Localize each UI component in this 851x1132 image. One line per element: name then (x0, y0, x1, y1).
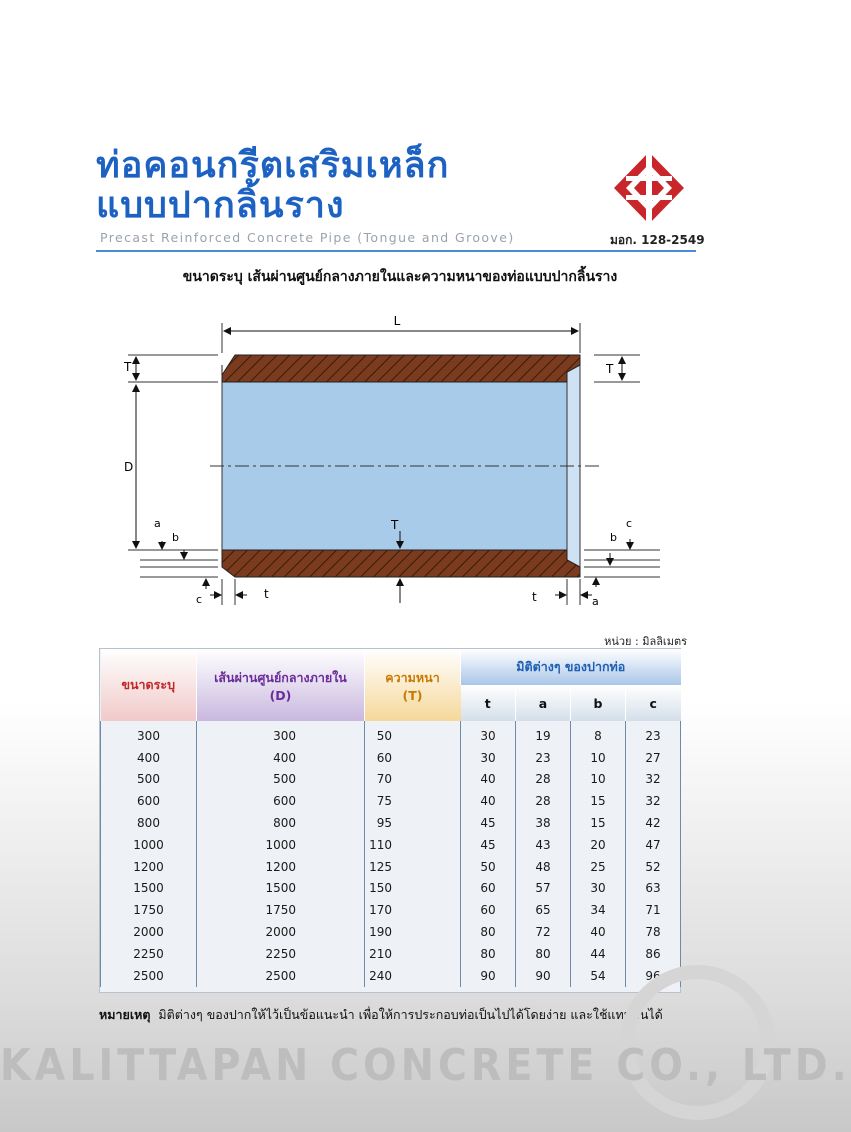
dimensions-table (99, 648, 681, 993)
table-row (101, 812, 681, 834)
header-diameter (197, 649, 365, 721)
cell-size: 1750 (101, 899, 197, 921)
cell-a: 23 (516, 747, 571, 769)
section-heading: ขนาดระบุ เส้นผ่านศูนย์กลางภายในและความหนาของท่อแบบปากลิ้นราง (182, 269, 618, 285)
table-row (101, 721, 681, 747)
cell-d: 1200 (197, 856, 365, 878)
cell-a: 28 (516, 769, 571, 791)
cell-size: 600 (101, 790, 197, 812)
cell-b: 44 (571, 943, 626, 965)
cell-a: 72 (516, 921, 571, 943)
cell-c: 63 (626, 878, 681, 900)
cell-d: 2000 (197, 921, 365, 943)
page-title-line1: ท่อคอนกรีตเสริมเหล็ก (96, 145, 450, 186)
table-row (101, 834, 681, 856)
cell-t: 30 (461, 721, 516, 747)
cell-t: 40 (461, 769, 516, 791)
cell-T: 125 (365, 856, 461, 878)
header-diameter-line2: (D) (269, 687, 292, 703)
cell-size: 500 (101, 769, 197, 791)
cell-b: 54 (571, 965, 626, 987)
table-row (101, 856, 681, 878)
dim-label-T-left: T (124, 360, 132, 374)
cell-size: 1000 (101, 834, 197, 856)
cell-a: 65 (516, 899, 571, 921)
cell-t: 30 (461, 747, 516, 769)
table-row (101, 943, 681, 965)
cell-size: 1200 (101, 856, 197, 878)
cell-T: 170 (365, 899, 461, 921)
unit-label: หน่วย : มิลลิเมตร (604, 635, 687, 648)
cell-c: 27 (626, 747, 681, 769)
cell-a: 90 (516, 965, 571, 987)
dim-label-a-right: a (592, 595, 599, 608)
dim-label-b-left: b (172, 531, 179, 544)
cell-size: 300 (101, 721, 197, 747)
cell-a: 57 (516, 878, 571, 900)
cell-size: 1500 (101, 878, 197, 900)
diamond-logo-icon (612, 150, 686, 226)
cell-d: 1000 (197, 834, 365, 856)
cell-d: 600 (197, 790, 365, 812)
cell-T: 110 (365, 834, 461, 856)
cell-T: 50 (365, 721, 461, 747)
table-row (101, 769, 681, 791)
cell-c: 23 (626, 721, 681, 747)
cell-c: 32 (626, 790, 681, 812)
cell-c: 86 (626, 943, 681, 965)
footnote-label: หมายเหตุ (99, 1007, 151, 1022)
dim-label-L: L (393, 314, 401, 328)
cell-t: 40 (461, 790, 516, 812)
cell-c: 42 (626, 812, 681, 834)
cell-b: 34 (571, 899, 626, 921)
cell-T: 75 (365, 790, 461, 812)
cell-size: 2500 (101, 965, 197, 987)
table-row (101, 965, 681, 987)
header-t: t (461, 685, 516, 721)
cell-d: 400 (197, 747, 365, 769)
dim-label-T-center: T (391, 518, 399, 532)
cell-T: 240 (365, 965, 461, 987)
header-joint-dims: มิติต่างๆ ของปากท่อ (461, 649, 681, 685)
cell-b: 8 (571, 721, 626, 747)
english-subtitle: Precast Reinforced Concrete Pipe (Tongue and Groove) (100, 230, 515, 245)
cell-T: 70 (365, 769, 461, 791)
table-row (101, 899, 681, 921)
cell-t: 80 (461, 921, 516, 943)
cell-t: 45 (461, 812, 516, 834)
cell-a: 19 (516, 721, 571, 747)
cell-b: 15 (571, 790, 626, 812)
cell-size: 800 (101, 812, 197, 834)
page-title-line2: แบบปากลิ้นราง (96, 185, 345, 226)
header-divider (96, 250, 696, 252)
cell-T: 190 (365, 921, 461, 943)
cell-t: 45 (461, 834, 516, 856)
cell-c: 96 (626, 965, 681, 987)
cell-c: 52 (626, 856, 681, 878)
company-watermark: KALITTAPAN CONCRETE CO., LTD. (0, 1040, 851, 1091)
cell-c: 32 (626, 769, 681, 791)
cell-T: 150 (365, 878, 461, 900)
cell-a: 48 (516, 856, 571, 878)
cell-c: 47 (626, 834, 681, 856)
table-body (101, 721, 681, 987)
cell-t: 60 (461, 878, 516, 900)
cell-t: 80 (461, 943, 516, 965)
dim-label-a-left: a (154, 517, 161, 530)
cell-t: 60 (461, 899, 516, 921)
cell-d: 1750 (197, 899, 365, 921)
cell-T: 95 (365, 812, 461, 834)
table-row (101, 921, 681, 943)
cell-t: 90 (461, 965, 516, 987)
cell-b: 20 (571, 834, 626, 856)
header-thickness-line2: (T) (402, 687, 423, 703)
cell-size: 400 (101, 747, 197, 769)
cell-c: 71 (626, 899, 681, 921)
cell-T: 60 (365, 747, 461, 769)
cell-a: 28 (516, 790, 571, 812)
header-thickness (365, 649, 461, 721)
header-a: a (516, 685, 571, 721)
cell-d: 800 (197, 812, 365, 834)
header-diameter-line1: เส้นผ่านศูนย์กลางภายใน (214, 669, 347, 685)
cell-size: 2250 (101, 943, 197, 965)
cell-d: 500 (197, 769, 365, 791)
cell-a: 80 (516, 943, 571, 965)
cell-b: 10 (571, 747, 626, 769)
table-row (101, 747, 681, 769)
header-size: ขนาดระบุ (101, 649, 197, 721)
cell-b: 40 (571, 921, 626, 943)
cell-T: 210 (365, 943, 461, 965)
dim-label-T-right: T (606, 362, 614, 376)
cell-a: 38 (516, 812, 571, 834)
footnote-text: มิติต่างๆ ของปากให้ไว้เป็นข้อแนะนำ เพื่อให้การประกอบท่อเป็นไปได้โดยง่าย และใช้แทนกันได้ (158, 1007, 663, 1022)
cell-b: 30 (571, 878, 626, 900)
header-b: b (571, 685, 626, 721)
cell-a: 43 (516, 834, 571, 856)
cell-d: 300 (197, 721, 365, 747)
cell-b: 15 (571, 812, 626, 834)
cell-b: 25 (571, 856, 626, 878)
cell-d: 2500 (197, 965, 365, 987)
footnote (99, 1005, 663, 1025)
cell-c: 78 (626, 921, 681, 943)
dim-label-c-left: c (196, 593, 203, 606)
dim-label-t-left: t (264, 587, 269, 601)
dim-label-D: D (124, 460, 134, 474)
cell-b: 10 (571, 769, 626, 791)
table-row (101, 790, 681, 812)
cell-d: 1500 (197, 878, 365, 900)
dim-label-t-right: t (532, 590, 537, 604)
cell-size: 2000 (101, 921, 197, 943)
dim-label-c-right: c (626, 517, 633, 530)
standard-number: มอก. 128-2549 (610, 233, 705, 247)
cell-d: 2250 (197, 943, 365, 965)
cell-t: 50 (461, 856, 516, 878)
header-thickness-line1: ความหนา (385, 669, 440, 685)
dim-label-b-right: b (610, 531, 617, 544)
table-row (101, 878, 681, 900)
header-c: c (626, 685, 681, 721)
pipe-cross-section-diagram (110, 305, 633, 615)
